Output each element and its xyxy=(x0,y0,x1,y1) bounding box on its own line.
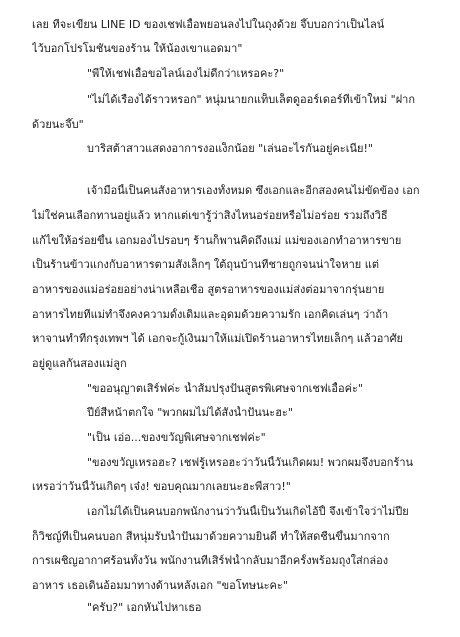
text-line: ไม่ใช่คนเลือกทานอยู่แล้ว หากแต่เขารู้ว่าสิ่งไหนอร่อยหรือไม่อร่อย รวมถึงวิธี xyxy=(32,209,388,222)
dialogue-line: "ไม่ได้เรื่องได้ราวหรอก" หนุ่มนายกแท็บเล็ตดูออร์เดอร์ที่เข้าใหม่ "ฝาก xyxy=(87,93,415,106)
text-line: อาหาร เธอเดินอ้อมมาทางด้านหลังเอก "ขอโทษนะคะ" xyxy=(32,579,288,592)
dialogue-line: ปีย์สีหน้าตกใจ "พวกผมไม่ได้สั่งน้ำปั่นนะฮะ" xyxy=(87,406,293,419)
narration-line: เจ้ามือนี้เป็นคนสั่งอาหารเองทั้งหมด ซึ่งเอกและอีกสองคนไม่ขัดข้อง เอก xyxy=(87,184,420,197)
text-line: อยู่ดูแลกันสองแม่ลูก xyxy=(32,357,127,370)
dialogue-line: "พี่ให้เชฟเอื้อขอไลน์เองไม่ดีกว่าเหรอคะ?" xyxy=(87,67,285,80)
text-line: เหรอว่าวันนี้วันเกิดๆ เจ๋ง! ขอบคุณมากเลยนะฮะพี่สาว!" xyxy=(32,480,291,493)
dialogue-line: "เป็น เอ่อ...ของขวัญพิเศษจากเชฟค่ะ" xyxy=(87,431,266,444)
text-line: อาหารไทยที่แม่ทำจึงคงความดั้งเดิมและอุดมด้วยความรัก เอกคิดเล่นๆ ว่าถ้า xyxy=(32,308,389,321)
text-line: การเผชิญอากาศร้อนทั้งวัน พนักงานที่เสิร์ฟน้ำกลับมาอีกครั้งพร้อมถุงใส่กล่อง xyxy=(32,554,389,567)
dialogue-line: "ครับ?" เอกหันไปหาเธอ xyxy=(87,601,202,614)
narration-line: บาริสต้าสาวแสดงอาการงอแง็กน้อย "เล่นอะไรกันอยู่คะเนี่ย!" xyxy=(87,142,373,155)
narration-line: เอกไม่ได้เป็นคนบอกพนักงานว่าวันนี้เป็นวันเกิดไอ้ปี้ จึงเข้าใจว่าไม่ปีย xyxy=(87,505,409,518)
dialogue-line: "ของขวัญเหรอฮะ? เชฟรู้เหรอฮะว่าวันนี้วันเกิดผม! พวกผมจึงบอกร้าน xyxy=(87,456,414,469)
text-line: เป็นร้านข้าวแกงกับอาหารตามสั่งเล็กๆ ใต้ถุนบ้านที่ชายถูกจนน่าใจหาย แต่ xyxy=(32,258,379,271)
text-line: แก้ไขให้อร่อยขึ้น เอกมองไปรอบๆ ร้านก็พานคิดถึงแม่ แม่ของเอกทำอาหารขาย xyxy=(32,234,402,247)
text-line: ก็วิชญ์ที่เป็นคนบอก สีหนุ่มรับน้ำปั่นมาด้วยความยินดี ทำให้สดชื่นขึ้นมากจาก xyxy=(32,530,390,543)
text-line: ด้วยนะจึ๊บ" xyxy=(32,118,84,131)
dialogue-line: "ขออนุญาตเสิร์ฟค่ะ น้ำส้มปรุงปั่นสูตรพิเศษจากเชฟเอื้อค่ะ" xyxy=(87,382,363,395)
text-line: อาหารของแม่อร่อยอย่างน่าเหลือเชื่อ สูตรอาหารของแม่ส่งต่อมาจากรุ่นยาย xyxy=(32,283,385,296)
text-line: หาจานทำที่กรุงเทพฯ ได้ เอกจะกู้เงินมาให้แม่เปิดร้านอาหารไทยเล็กๆ แล้วอาศัย xyxy=(32,332,403,345)
text-line: ไว้บอกโปรโมชันของร้าน ให้น้องเขาแอดมา" xyxy=(32,42,243,55)
text-line: เลย ที่จะเขียน LINE ID ของเชฟเอื้อพยอนลงไปในถุงด้วย จึ๊บบอกว่าเป็นไลน์ xyxy=(32,18,385,31)
